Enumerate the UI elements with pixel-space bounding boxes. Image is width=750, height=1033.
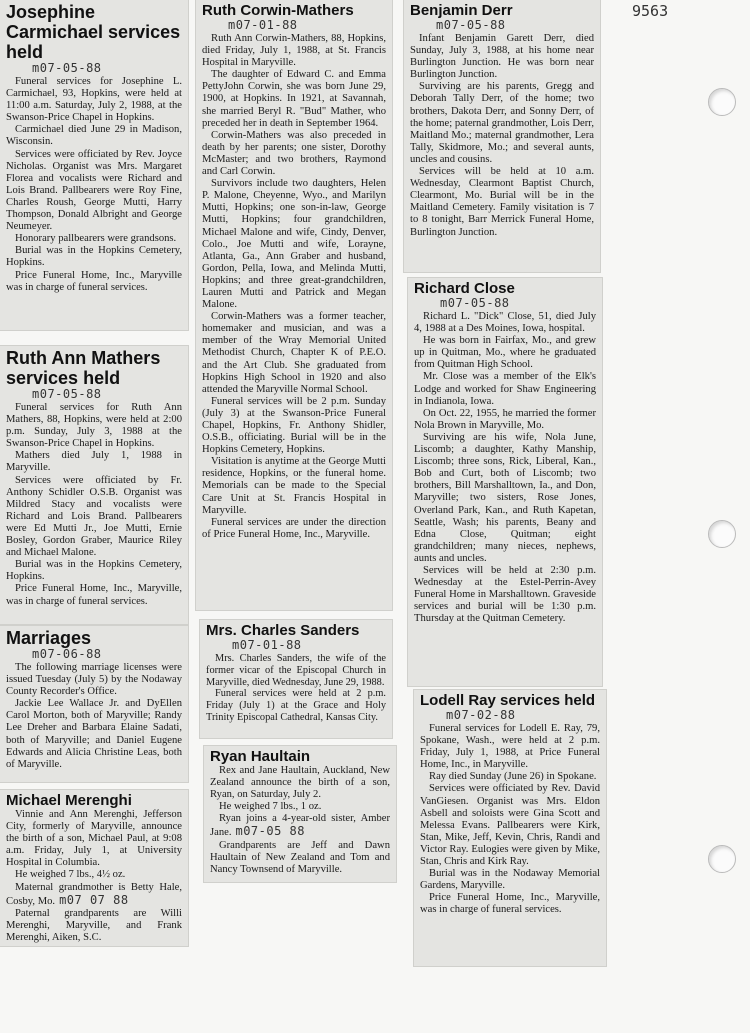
paragraph: Services were officiated by Fr. Anthony Schidler O.S.B. Organist was Mildred Stacy and vocalists were Richard and Lois Brand. Pallbearers were Ed Mutti Jr., Joe Mutti, Ernie Bosley, Gordon Graber, Maurice Riley and Michael Malone. <box>6 474 182 559</box>
paragraph: Burial was in the Hopkins Cemetery, Hopkins. <box>6 245 182 269</box>
paragraph: Surviving are his parents, Gregg and Deborah Tally Derr, of the home; two brothers, Dakota Derr, and Sonny Derr, of the home; paternal grandmother, Lois Derr, Maitland Mo.; maternal grandmother, Lera Tally, Skidmore, Mo.; and several aunts, uncles and cousins. <box>410 81 594 165</box>
paragraph: He weighed 7 lbs., 4½ oz. <box>15 869 126 881</box>
clipping-title: Ruth Corwin-Mathers <box>202 2 354 19</box>
paragraph: Funeral services were held at 2 p.m. Friday (July 1) at the Grace and Holy Trinity Episcopal Cathedral, Kansas City. <box>206 688 386 724</box>
clipping-mathers <box>0 346 188 624</box>
paragraph: Funeral services are under the direction of Price Funeral Home, Inc., Maryville. <box>202 516 386 540</box>
clipping-title: Ruth Ann Mathers services held <box>6 348 161 388</box>
paragraph: Services will be held at 10 a.m. Wednesday, Clearmont Baptist Church, Clearmont, Mo. Burial will be in the Maitland Cemetery. Family visitation is 7 to 8 tonight, Barr Merrick Funeral Home, Burlington Junction. <box>410 166 594 238</box>
paragraph: Rex and Jane Haultain, Auckland, New Zealand announce the birth of a son, Ryan, on Saturday, July 2. <box>210 765 390 801</box>
handwritten-date: m07-02-88 <box>446 708 516 722</box>
paragraph: Maternal grandmother is Betty Hale, Cosby, Mo. m07 07 88 <box>6 881 182 907</box>
paragraph: Funeral services for Josephine L. Carmichael, 93, Hopkins, were held at 11:00 a.m. Saturday, July 2, 1988, at the Swanson-Price Chapel in Hopkins. <box>6 76 182 124</box>
paragraph: Price Funeral Home, Inc., Maryville was in charge of funeral services. <box>6 269 182 293</box>
handwritten-date: m07-05 88 <box>235 824 306 839</box>
paragraph: Corwin-Mathers was a former teacher, homemaker and musician, and was a member of the Wray Memorial United Methodist Church, Chapter K of P.E.O. and the Art Club. She graduated from Hopkins High School in 1920 and also attended the Maryville Normal School. <box>202 311 386 395</box>
clipping-carmichael <box>0 0 188 330</box>
clipping-title: Josephine Carmichael services held <box>6 2 181 62</box>
paragraph: Services will be held at 2:30 p.m. Wednesday at the Estel-Perrin-Avey Funeral Home in Marshalltown. Graveside services and burial will be 1:30 p.m. Thursday at the Quitman Cemetery. <box>414 564 596 625</box>
paragraph: Services were officiated by Rev. David VanGiesen. Organist was Mrs. Eldon Asbell and soloists were Gina Scott and Melessa Evans. Pallbearers were Kirk, Stan, Mike, Jeff, Kevin, Chris, Randi and Victor Ray. Eulogies were given by Mike, Stan, Chris and Kirk Ray. <box>420 783 600 868</box>
clipping-corwin-mathers <box>196 0 392 610</box>
paragraph: Ryan joins a 4-year-old sister, Amber Jane. m07-05 88 <box>210 813 390 839</box>
paragraph: Survivors include two daughters, Helen P. Malone, Cheyenne, Wyo., and Marilyn Mutti, Hopkins; one son-in-law, George Mutti, Hopkins; four grandchildren, Michael Malone and wife, Cindy, Denver, Colo., Joe Mutti and wife, Lorayne, Atlanta, Ga., Ann Graber and husband, Gordon, Pella, Iowa, and Melinda Mutti, Hopkins; and three great-grandchildren, Lauren Mutti and Patrick and Megan Malone. <box>202 178 386 311</box>
clipping-title: Mrs. Charles Sanders <box>206 622 360 639</box>
paragraph: Grandparents are Jeff and Dawn Haultain of New Zealand and Tom and Nancy Townsend of Maryville. <box>210 839 390 875</box>
paragraph: Richard L. "Dick" Close, 51, died July 4, 1988 at a Des Moines, Iowa, hospital. <box>414 311 596 335</box>
paragraph: Burial was in the Nodaway Memorial Gardens, Maryville. <box>420 868 600 892</box>
paragraph: The following marriage licenses were issued Tuesday (July 5) by the Nodaway County Recorder's Office. <box>6 662 182 698</box>
clipping-title: Lodell Ray services held <box>420 692 596 709</box>
paragraph: Vinnie and Ann Merenghi, Jefferson City, formerly of Maryville, announce the birth of a son, Michael Paul, at 9:08 a.m. Friday, July 1, at University Hospital in Columbia. <box>6 809 182 869</box>
clipping-title: Benjamin Derr <box>410 2 513 19</box>
paragraph: Paternal grandparents are Willi Merenghi, Maryville, and Frank Merenghi, Aiken, S.C. <box>6 907 182 943</box>
paragraph: On Oct. 22, 1955, he married the former Nola Brown in Maryville, Mo. <box>414 407 596 431</box>
clipping-title: Michael Merenghi <box>6 792 132 809</box>
handwritten-date: m07 07 88 <box>59 892 129 907</box>
clipping-title: Richard Close <box>414 280 515 297</box>
binder-hole-bottom <box>708 845 736 873</box>
paragraph: Carmichael died June 29 in Madison, Wisconsin. <box>6 124 182 148</box>
clipping-title: Ryan Haultain <box>210 748 311 765</box>
clipping-ray <box>414 690 606 966</box>
paragraph: Ruth Ann Corwin-Mathers, 88, Hopkins, died Friday, July 1, 1988, at St. Francis Hospital in Maryville. <box>202 33 386 69</box>
paragraph: Surviving are his wife, Nola June, Liscomb; a daughter, Kathy Manship, Liscomb; three sons, Rick, Liberal, Kan., Bob and Curt, both of Liscomb; two brothers, Bill Marshalltown, Ia., and Don, Maryville; two sisters, Rose Jones, Overland Park, Kan., and Ruth Kapetan, Seattle, Wash; his parents, Beany and Edna Close, Quitman; eight grandchildren; many nieces, nephews, aunts and uncles. <box>414 431 596 564</box>
handwritten-date: m07-06-88 <box>32 647 102 661</box>
clipping-merenghi <box>0 790 188 946</box>
handwritten-date: m07-05-88 <box>436 18 506 32</box>
paragraph: Services were officiated by Rev. Joyce Nicholas. Organist was Mrs. Margaret Florea and vocalists were Richard and Lois Brand. Pallbearers were Roy Fine, Charles Roush, George Mutti, Harry Thompson, Donald Albright and George Neumeyer. <box>6 148 182 233</box>
paragraph: Jackie Lee Wallace Jr. and DyEllen Carol Morton, both of Maryville; Randy Lee Dreher and Barbara Elaine Sadati, both of Maryville; and Daniel Eugene Edwards and Alicia Christine Leas, both of Maryville. <box>6 698 182 770</box>
paragraph: Corwin-Mathers was also preceded in death by her parents; one sister, Dorothy McMaster; and two brothers, Raymond and Carl Corwin. <box>202 129 386 178</box>
paragraph: Visitation is anytime at the George Mutti residence, Hopkins, or the funeral home. Memorials can be made to the Special Care Unit at St. Francis Hospital in Maryville. <box>202 456 386 516</box>
clipping-title: Marriages <box>6 628 92 648</box>
clipping-marriages <box>0 626 188 782</box>
clipping-sanders <box>200 620 392 738</box>
paragraph: He weighed 7 lbs., 1 oz. <box>219 801 322 813</box>
handwritten-date: m07-05-88 <box>32 387 102 401</box>
handwritten-date: m07-05-88 <box>440 296 510 310</box>
clipping-derr <box>404 0 600 272</box>
paragraph: Funeral services will be 2 p.m. Sunday (July 3) at the Swanson-Price Funeral Chapel, Hopkins, Fr. Anthony Shidler, O.S.B., officiating. Burial will be in the Hopkins Cemetery, Hopkins. <box>202 395 386 456</box>
paragraph: Price Funeral Home, Inc., Maryville, was in charge of funeral services. <box>6 583 182 607</box>
binder-hole-top <box>708 88 736 116</box>
paragraph: Mathers died July 1, 1988 in Maryville. <box>6 450 182 474</box>
paragraph: Funeral services for Ruth Ann Mathers, 88, Hopkins, were held at 2:00 p.m. Sunday, July 3, 1988 at the Swanson-Price Chapel in Hopkins. <box>6 402 182 450</box>
handwritten-date: m07-01-88 <box>232 638 302 652</box>
page-number-note: 9563 <box>632 2 669 20</box>
clipping-close <box>408 278 602 686</box>
handwritten-date: m07-05-88 <box>32 61 102 75</box>
binder-hole-middle <box>708 520 736 548</box>
paragraph: Mrs. Charles Sanders, the wife of the former vicar of the Episcopal Church in Maryville, died Wednesday, June 29, 1988. <box>206 653 386 688</box>
paragraph: Honorary pallbearers were grandsons. <box>15 233 177 245</box>
paragraph: The daughter of Edward C. and Emma PettyJohn Corwin, she was born June 29, 1900, at Hopkins. In 1921, at Savannah, she married Beryl R. "Bud" Mather, who preceded her in death in September 1964. <box>202 69 386 129</box>
handwritten-date: m07-01-88 <box>228 18 298 32</box>
paragraph: Ray died Sunday (June 26) in Spokane. <box>429 771 597 783</box>
paragraph: Burial was in the Hopkins Cemetery, Hopkins. <box>6 559 182 583</box>
paragraph: Funeral services for Lodell E. Ray, 79, Spokane, Wash., were held at 2 p.m. Friday, July 1, 1988, at Price Funeral Home, Inc., in Maryville. <box>420 723 600 771</box>
clipping-haultain <box>204 746 396 882</box>
paragraph: Infant Benjamin Garett Derr, died Sunday, July 3, 1988, at his home near Burlington Junction. He was born near Burlington Junction. <box>410 33 594 81</box>
paragraph: He was born in Fairfax, Mo., and grew up in Quitman, Mo., where he graduated from Quitman High School. <box>414 335 596 371</box>
paragraph: Mr. Close was a member of the Elk's Lodge and worked for Shaw Engineering in Indianola, Iowa. <box>414 371 596 407</box>
paragraph: Price Funeral Home, Inc., Maryville, was in charge of funeral services. <box>420 892 600 916</box>
